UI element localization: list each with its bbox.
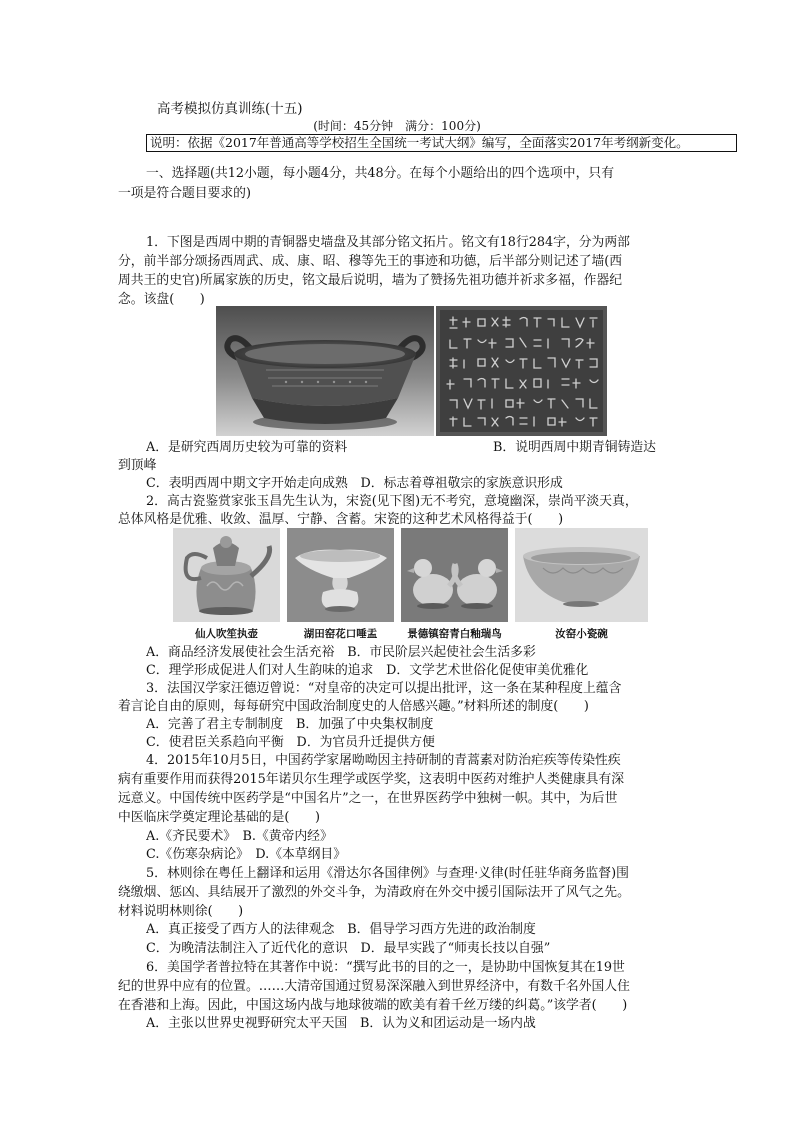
q3-line: 着言论自由的原则，每每研究中国政治制度史的人倍感兴趣。”材料所述的制度( ) xyxy=(118,699,589,714)
q6-line: 纪的世界中应有的位置。……大清帝国通过贸易深深融入到世界经济中，有数千名外国人住 xyxy=(118,979,630,994)
q1-options-cd: C．表明西周中期文字开始走向成熟 D．标志着尊祖敬宗的家族意识形成 xyxy=(146,476,563,491)
porcelain-birds-photo xyxy=(401,528,508,622)
q3-options-cd: C．使君臣关系趋向平衡 D．为官员升迁提供方便 xyxy=(146,735,435,750)
porcelain-spittoon-photo xyxy=(287,528,394,622)
q4-options-cd: C.《伤寒杂病论》 D.《本草纲目》 xyxy=(146,847,347,862)
q2-options-ab: A．商品经济发展使社会生活充裕 B．市民阶层兴起使社会生活多彩 xyxy=(146,645,536,660)
q3-line: 3．法国汉学家汪德迈曾说：“对皇帝的决定可以提出批评，这一条在某种程度上蕴含 xyxy=(146,681,622,696)
q2-line: 2．高古瓷鉴赏家张玉昌先生认为，宋瓷(见下图)无不考究，意境幽深，崇尚平淡天真， xyxy=(146,494,638,509)
q2-line: 总体风格是优雅、收敛、温厚、宁静、含蓄。宋瓷的这种艺术风格得益于( ) xyxy=(118,512,564,527)
q2-options-cd: C．理学形成促进人们对人生韵味的追求 D．文学艺术世俗化促使审美优雅化 xyxy=(146,663,589,678)
bronze-plate-photo xyxy=(216,306,434,436)
q3-options-ab: A．完善了君主专制制度 B．加强了中央集权制度 xyxy=(146,717,434,732)
q6-line: 在香港和上海。因此，中国这场内战与地球彼端的欧美有着千丝万缕的纠葛。”该学者( ) xyxy=(118,998,628,1013)
caption-spittoon: 湖田窑花口唾盂 xyxy=(303,628,378,640)
section-heading-cont: 一项是符合题目要求的) xyxy=(118,186,251,201)
q6-options-ab: A．主张以世界史视野研究太平天国 B．认为义和团运动是一场内战 xyxy=(146,1016,536,1031)
porcelain-ewer-photo xyxy=(173,528,280,622)
note-box: 说明：依据《2017年普通高等学校招生全国统一考试大纲》编写，全面落实2017年考纲新变化。 xyxy=(146,134,737,152)
q1-option-a: A．是研究西周历史较为可靠的资料 xyxy=(146,440,348,455)
caption-ewer: 仙人吹笙执壶 xyxy=(195,628,258,640)
caption-birds: 景德镇窑青白釉瑞鸟 xyxy=(407,628,502,640)
q4-line: 远意义。中国传统中医药学是“中国名片”之一，在世界医药学中独树一帜。其中，为后世 xyxy=(118,791,618,806)
q5-line: 绕缴烟、惩凶、具结展开了激烈的外交斗争，为清政府在外交中援引国际法开了风气之先。 xyxy=(118,885,630,900)
q4-line: 病有重要作用而获得2015年诺贝尔生理学或医学奖，这表明中医药对维护人类健康具有深 xyxy=(118,772,625,787)
q4-line: 中医临床学奠定理论基础的是( ) xyxy=(118,810,320,825)
q1-line: 念。该盘( ) xyxy=(118,292,205,307)
q5-options-ab: A．真正接受了西方人的法律观念 B．倡导学习西方先进的政治制度 xyxy=(146,922,536,937)
q4-line: 4．2015年10月5日，中国药学家屠呦呦因主持研制的青蒿素对防治疟疾等传染性疾 xyxy=(146,753,621,768)
q1-line: 周共王的史官)所属家族的历史，铭文最后说明，墙为了赞扬先祖功德并祈求多福，作器纪 xyxy=(118,273,623,288)
q5-options-cd: C．为晚清法制注入了近代化的意识 D．最早实践了“师夷长技以自强” xyxy=(146,941,551,956)
q1-option-b-cont: 到顶峰 xyxy=(118,458,157,473)
porcelain-bowl-photo xyxy=(515,528,648,622)
section-heading: 一、选择题(共12小题，每小题4分，共48分。在每个小题给出的四个选项中，只有 xyxy=(146,166,614,181)
q1-option-b: B．说明西周中期青铜铸造达 xyxy=(493,440,656,455)
q5-line: 材料说明林则徐( ) xyxy=(118,904,244,919)
caption-bowl: 汝窑小瓷碗 xyxy=(555,628,608,640)
q4-options-ab: A.《齐民要术》 B.《黄帝内经》 xyxy=(146,829,333,844)
time-info: (时间：45分钟 满分：100分) xyxy=(313,119,481,133)
q1-line: 1．下图是西周中期的青铜器史墙盘及其部分铭文拓片。铭文有18行284字，分为两部 xyxy=(146,235,630,250)
page-title: 高考模拟仿真训练(十五) xyxy=(157,101,303,117)
q5-line: 5．林则徐在粤任上翻译和运用《滑达尔各国律例》与查理·义律(时任驻华商务监督)围 xyxy=(146,866,629,881)
q6-line: 6．美国学者普拉特在其著作中说：“撰写此书的目的之一，是协助中国恢复其在19世 xyxy=(146,960,625,975)
q1-line: 分，前半部分颂扬西周武、成、康、昭、穆等先王的事迹和功德，后半部分则记述了墙(西 xyxy=(118,254,623,269)
inscription-rubbing xyxy=(436,306,607,436)
